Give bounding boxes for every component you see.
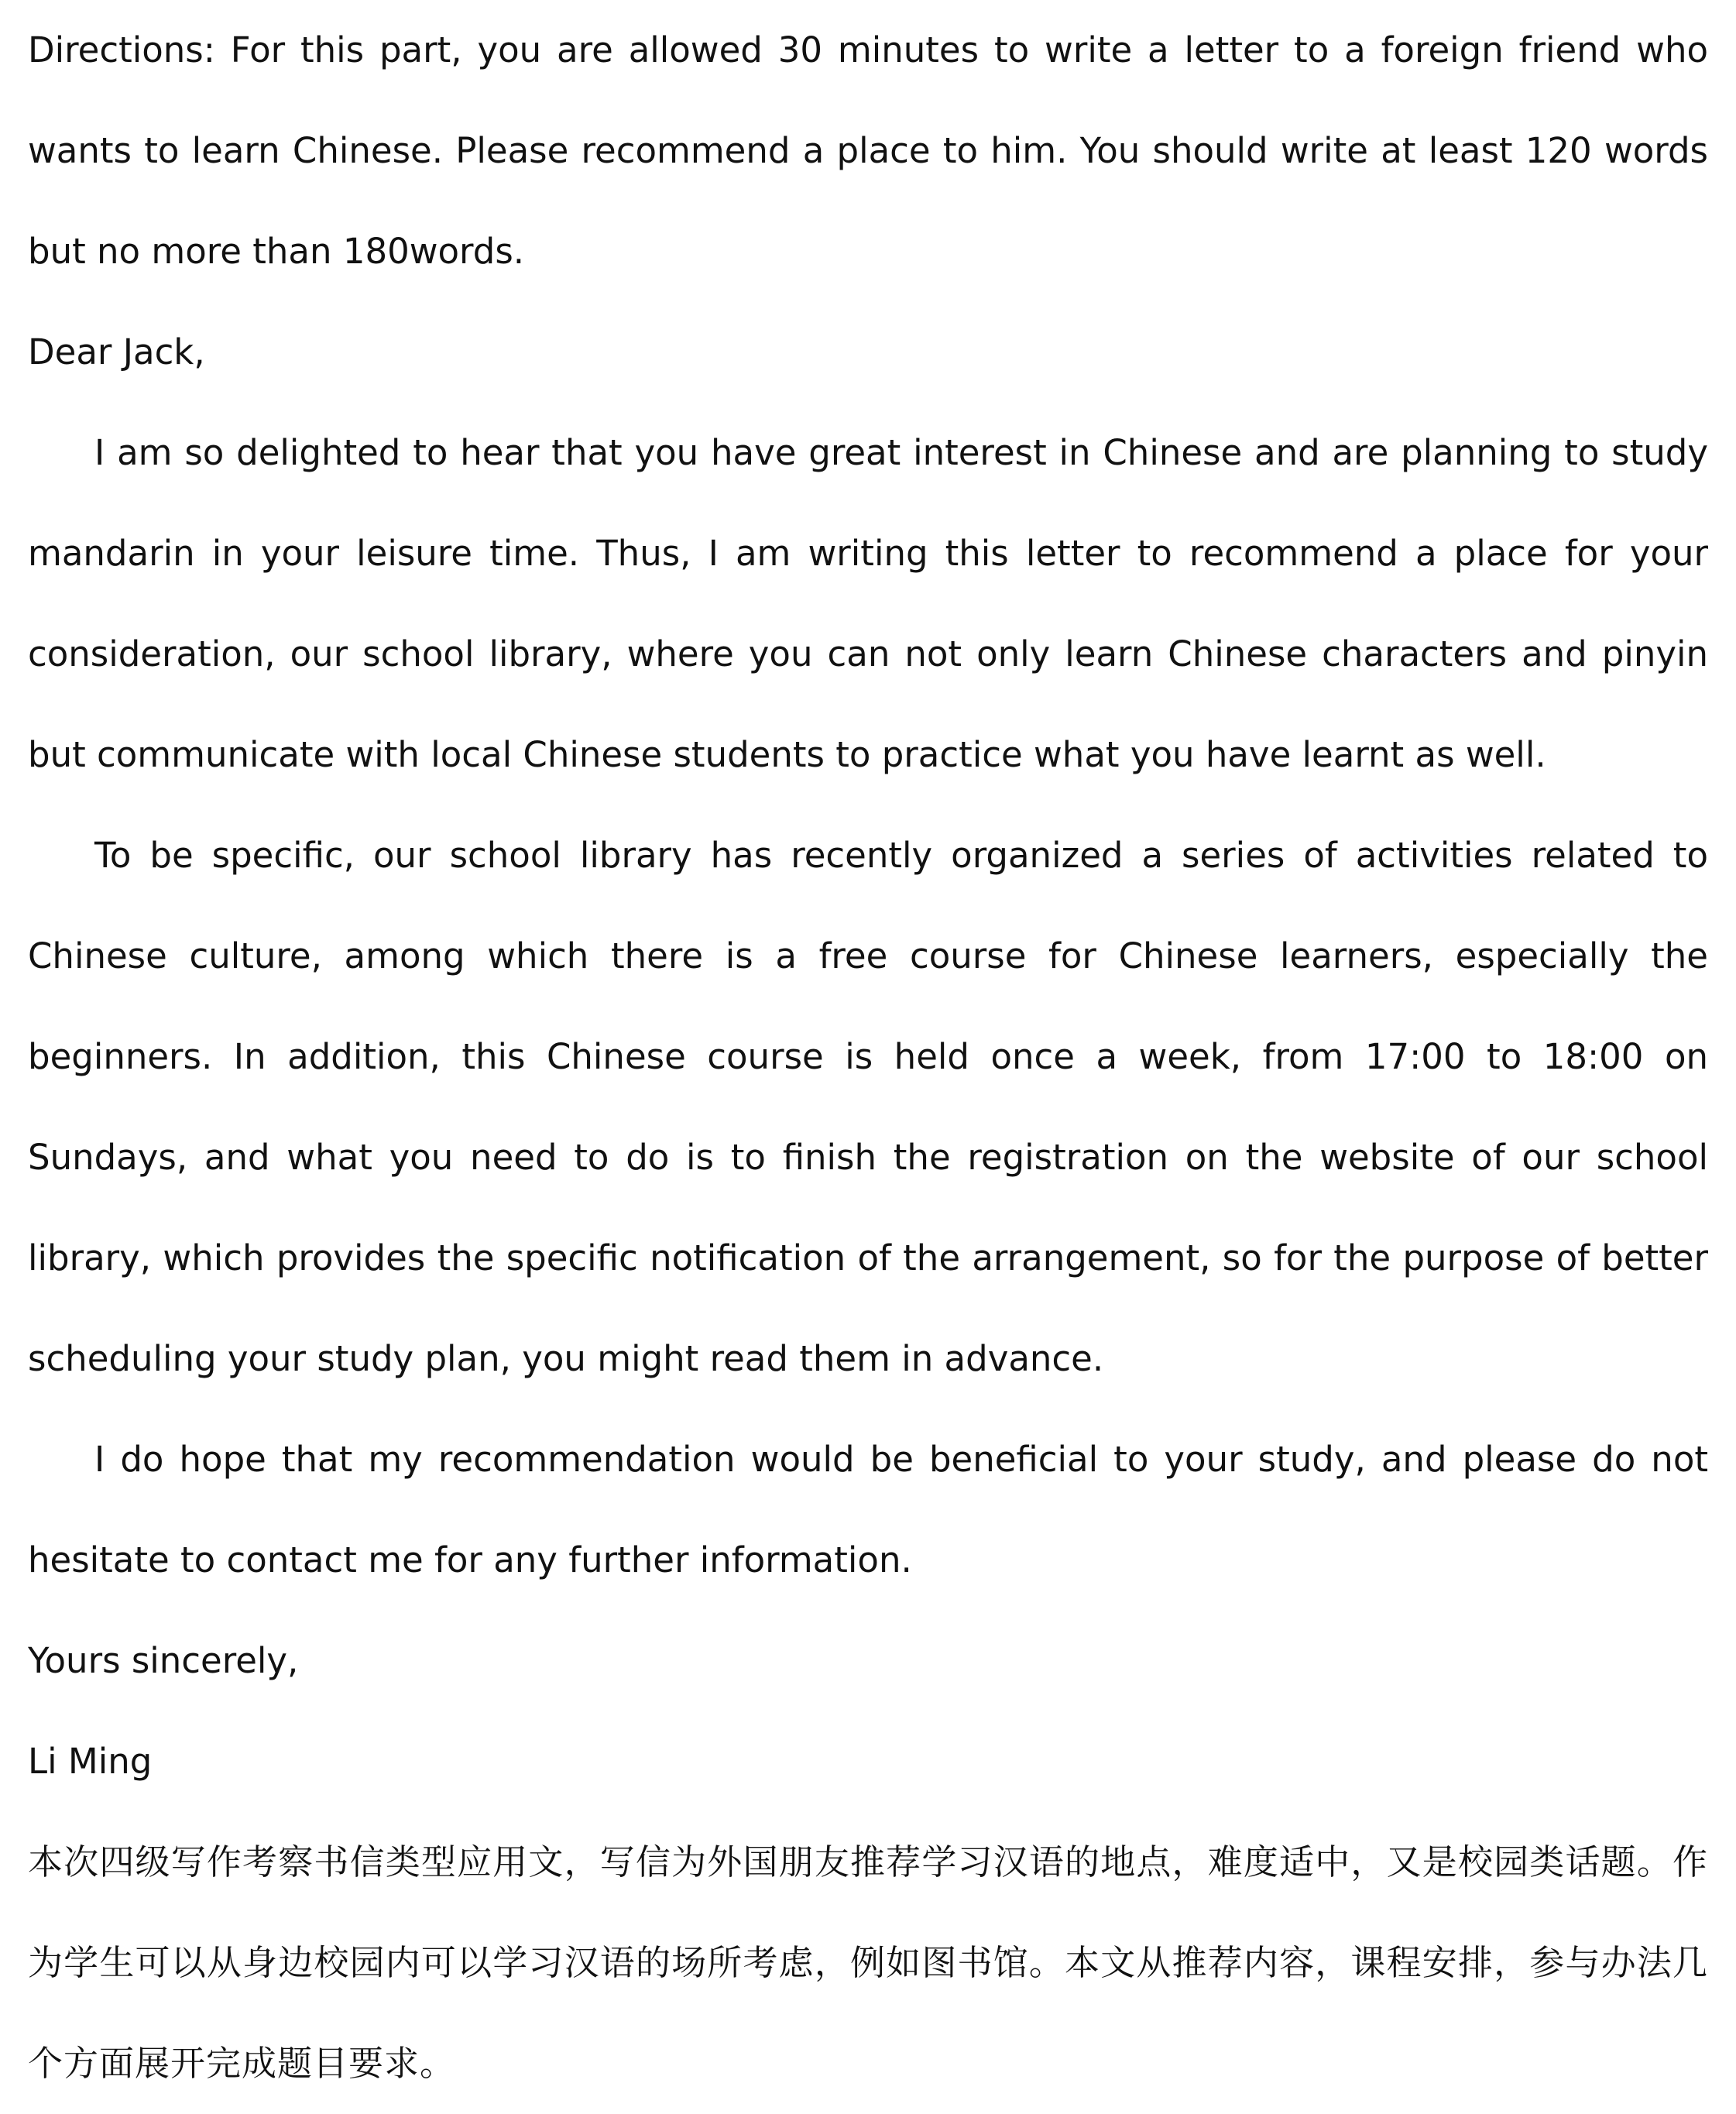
commentary-text: 本次四级写作考察书信类型应用文，写信为外国朋友推荐学习汉语的地点，难度适中，又是校园类话题。作为学生可以从身边校园内可以学习汉语的场所考虑，例如图书馆。本文从推荐内容，课程安排，参与办法几个方面展开完成题目要求。 [28,1841,1708,2084]
document-body [28,0,1708,2114]
letter-paragraph-1: I am so delighted to hear that you have great interest in Chinese and are planning to study mandarin in your leisure time. Thus, I am writing this letter to recommend a place for your consideration, our school library, where you can not only learn Chinese characters and pinyin but communicate with local Chinese students to practice what you have learnt as well. [28,432,1708,775]
letter-closing: Yours sincerely, [28,1640,299,1681]
directions-text: Directions: For this part, you are allowed 30 minutes to write a letter to a foreign friend who wants to learn Chinese. Please recommend a place to him. You should write at least 120 words but no more than 180words. [28,29,1708,272]
letter-salutation: Dear Jack, [28,331,205,372]
letter-signature: Li Ming [28,1741,153,1782]
letter-paragraph-2: To be specific, our school library has recently organized a series of activities related to Chinese culture, among which there is a free course for Chinese learners, especially the beginners. In addition, this Chinese course is held once a week, from 17:00 to 18:00 on Sundays, and what you need to do is to finish the registration on the website of our school library, which provides the specific notification of the arrangement, so for the purpose of better scheduling your study plan, you might read them in advance. [28,835,1708,1379]
letter-paragraph-3: I do hope that my recommendation would be beneficial to your study, and please do not hesitate to contact me for any further information. [28,1439,1708,1580]
